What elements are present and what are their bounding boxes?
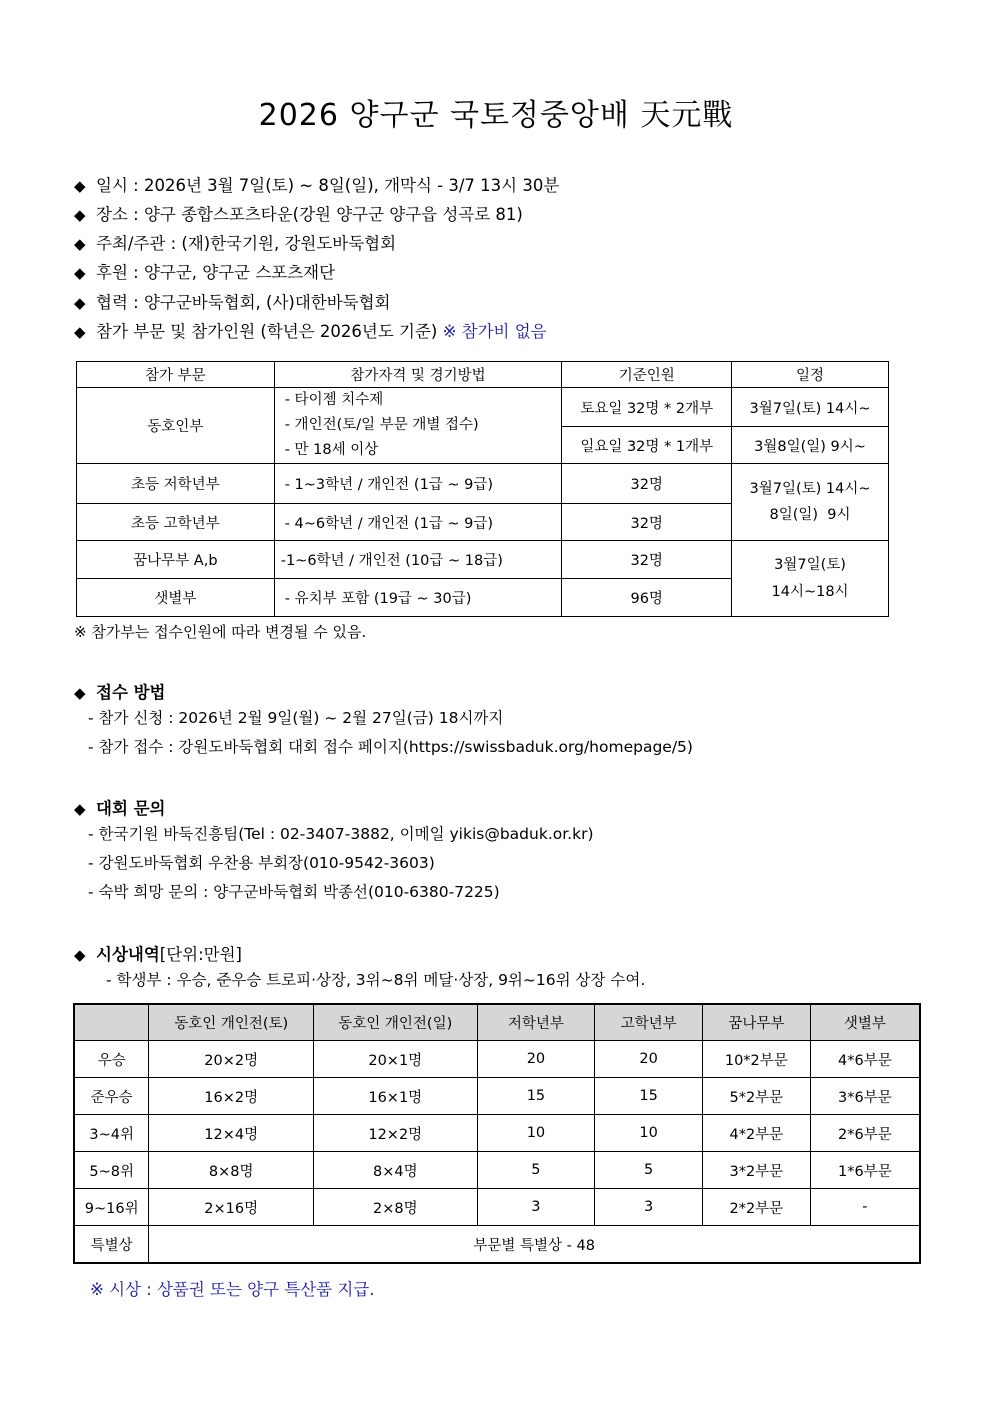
table-row	[74, 1152, 920, 1189]
inquiry-heading: ◆ 대회 문의	[74, 799, 166, 818]
prize-cell: 15	[595, 1078, 703, 1115]
prize-cell: 4*6부문	[810, 1041, 920, 1078]
prize-cell: 4*2부문	[702, 1115, 810, 1152]
prize-cell: 12×4명	[149, 1115, 314, 1152]
diamond-bullet-icon: ◆	[74, 206, 86, 224]
table-row	[77, 541, 889, 579]
column-header: 저학년부	[477, 1004, 595, 1041]
quota-cell: 일요일 32명 * 1개부	[562, 427, 732, 464]
division-cell: 샛별부	[77, 579, 275, 617]
column-header: 고학년부	[595, 1004, 703, 1041]
division-cell: 꿈나무부 A,b	[77, 541, 275, 579]
diamond-bullet-icon: ◆	[74, 294, 86, 312]
prize-cell: 16×1명	[313, 1078, 477, 1115]
rank-cell: 3~4위	[74, 1115, 149, 1152]
prize-cell: 10	[595, 1115, 703, 1152]
info-cooperation: ◆ 협력 : 양구군바둑협회, (사)대한바둑협회	[74, 293, 391, 312]
prize-cell: 3	[595, 1189, 703, 1226]
column-header	[74, 1004, 149, 1041]
division-cell: 초등 저학년부	[77, 464, 275, 504]
quota-cell: 토요일 32명 * 2개부	[562, 388, 732, 427]
prize-cell: 20×2명	[149, 1041, 314, 1078]
participation-table	[76, 361, 889, 617]
inquiry-line: - 강원도바둑협회 우찬용 부회장(010-9542-3603)	[88, 854, 435, 872]
column-header: 동호인 개인전(토)	[149, 1004, 314, 1041]
diamond-bullet-icon: ◆	[74, 800, 86, 818]
prize-cell: 2*2부문	[702, 1189, 810, 1226]
criteria-cell: - 유치부 포함 (19급 ~ 30급)	[274, 579, 562, 617]
column-header: 일정	[732, 362, 889, 388]
quota-cell: 32명	[562, 504, 732, 541]
info-venue: ◆ 장소 : 양구 종합스포츠타운(강원 양구군 양구읍 성곡로 81)	[74, 205, 523, 224]
special-award-label: 특별상	[74, 1226, 149, 1264]
prize-cell: 12×2명	[313, 1115, 477, 1152]
column-header: 기준인원	[562, 362, 732, 388]
participation-footnote: ※ 참가부는 접수인원에 따라 변경될 수 있음.	[74, 623, 367, 641]
table-row	[74, 1078, 920, 1115]
schedule-cell: 3월7일(토) 14시~18시	[732, 541, 889, 617]
diamond-bullet-icon: ◆	[74, 323, 86, 341]
table-row	[74, 1115, 920, 1152]
prize-cell: 5	[477, 1152, 595, 1189]
diamond-bullet-icon: ◆	[74, 684, 86, 702]
prize-cell: 15	[477, 1078, 595, 1115]
prize-cell: 8×8명	[149, 1152, 314, 1189]
prize-cell: 5	[595, 1152, 703, 1189]
quota-cell: 32명	[562, 464, 732, 504]
special-award-row	[74, 1226, 920, 1264]
column-header: 꿈나무부	[702, 1004, 810, 1041]
quota-cell: 96명	[562, 579, 732, 617]
prize-cell: 8×4명	[313, 1152, 477, 1189]
info-date: ◆ 일시 : 2026년 3월 7일(토) ~ 8일(일), 개막식 - 3/7 13시 30분	[74, 176, 560, 195]
diamond-bullet-icon: ◆	[74, 946, 86, 964]
schedule-cell: 3월8일(일) 9시~	[732, 427, 889, 464]
criteria-cell: - 타이젬 치수제 - 개인전(토/일 부문 개별 접수) - 만 18세 이상	[274, 388, 562, 464]
inquiry-line: - 숙박 희망 문의 : 양구군바둑협회 박종선(010-6380-7225)	[88, 883, 500, 901]
awards-unit: [단위:만원]	[159, 945, 242, 964]
diamond-bullet-icon: ◆	[74, 177, 86, 195]
prize-cell: 3*6부문	[810, 1078, 920, 1115]
special-award-value: 부문별 특별상 - 48	[149, 1226, 920, 1264]
division-cell: 초등 고학년부	[77, 504, 275, 541]
info-sponsor: ◆ 후원 : 양구군, 양구군 스포츠재단	[74, 263, 336, 282]
rank-cell: 9~16위	[74, 1189, 149, 1226]
table-row	[74, 1189, 920, 1226]
awards-description: - 학생부 : 우승, 준우승 트로피·상장, 3위~8위 메달·상장, 9위~16위 상장 수여.	[106, 971, 646, 989]
rank-cell: 5~8위	[74, 1152, 149, 1189]
criteria-cell: - 4~6학년 / 개인전 (1급 ~ 9급)	[274, 504, 562, 541]
table-header-row	[74, 1004, 920, 1041]
quota-cell: 32명	[562, 541, 732, 579]
rank-cell: 준우승	[74, 1078, 149, 1115]
participation-heading: ◆ 참가 부문 및 참가인원 (학년은 2026년도 기준) ※ 참가비 없음	[74, 322, 547, 341]
registration-period: - 참가 신청 : 2026년 2월 9일(월) ~ 2월 27일(금) 18시까지	[88, 709, 504, 727]
prize-cell: 20×1명	[313, 1041, 477, 1078]
table-row	[77, 388, 889, 427]
prize-cell: 2*6부문	[810, 1115, 920, 1152]
division-cell: 동호인부	[77, 388, 275, 464]
prize-cell: 5*2부문	[702, 1078, 810, 1115]
inquiry-line: - 한국기원 바둑진흥팀(Tel : 02-3407-3882, 이메일 yikis@baduk.or.kr)	[88, 825, 594, 843]
table-row	[77, 464, 889, 504]
prize-cell: 2×16명	[149, 1189, 314, 1226]
table-row	[74, 1041, 920, 1078]
fee-note: ※ 참가비 없음	[442, 322, 547, 341]
prize-cell: 3*2부문	[702, 1152, 810, 1189]
prize-cell: 20	[595, 1041, 703, 1078]
criteria-cell: -1~6학년 / 개인전 (10급 ~ 18급)	[274, 541, 562, 579]
schedule-cell: 3월7일(토) 14시~ 8일(일) 9시	[732, 464, 889, 541]
prize-cell: -	[810, 1189, 920, 1226]
page-title: 2026 양구군 국토정중앙배 天元戰	[258, 98, 734, 133]
prize-cell: 20	[477, 1041, 595, 1078]
prize-cell: 3	[477, 1189, 595, 1226]
criteria-cell: - 1~3학년 / 개인전 (1급 ~ 9급)	[274, 464, 562, 504]
prize-cell: 1*6부문	[810, 1152, 920, 1189]
table-header-row	[77, 362, 889, 388]
registration-heading: ◆ 접수 방법	[74, 683, 166, 702]
column-header: 참가 부문	[77, 362, 275, 388]
diamond-bullet-icon: ◆	[74, 264, 86, 282]
column-header: 샛별부	[810, 1004, 920, 1041]
awards-heading: ◆ 시상내역[단위:만원]	[74, 945, 242, 964]
prize-cell: 10*2부문	[702, 1041, 810, 1078]
rank-cell: 우승	[74, 1041, 149, 1078]
registration-page: - 참가 접수 : 강원도바둑협회 대회 접수 페이지(https://swissbaduk.org/homepage/5)	[88, 738, 693, 756]
awards-table	[73, 1003, 921, 1264]
schedule-cell: 3월7일(토) 14시~	[732, 388, 889, 427]
prize-cell: 10	[477, 1115, 595, 1152]
column-header: 참가자격 및 경기방법	[274, 362, 562, 388]
prize-cell: 2×8명	[313, 1189, 477, 1226]
prize-cell: 16×2명	[149, 1078, 314, 1115]
info-host: ◆ 주최/주관 : (재)한국기원, 강원도바둑협회	[74, 234, 397, 253]
prize-note: ※ 시상 : 상품권 또는 양구 특산품 지급.	[90, 1280, 375, 1299]
column-header: 동호인 개인전(일)	[313, 1004, 477, 1041]
diamond-bullet-icon: ◆	[74, 235, 86, 253]
